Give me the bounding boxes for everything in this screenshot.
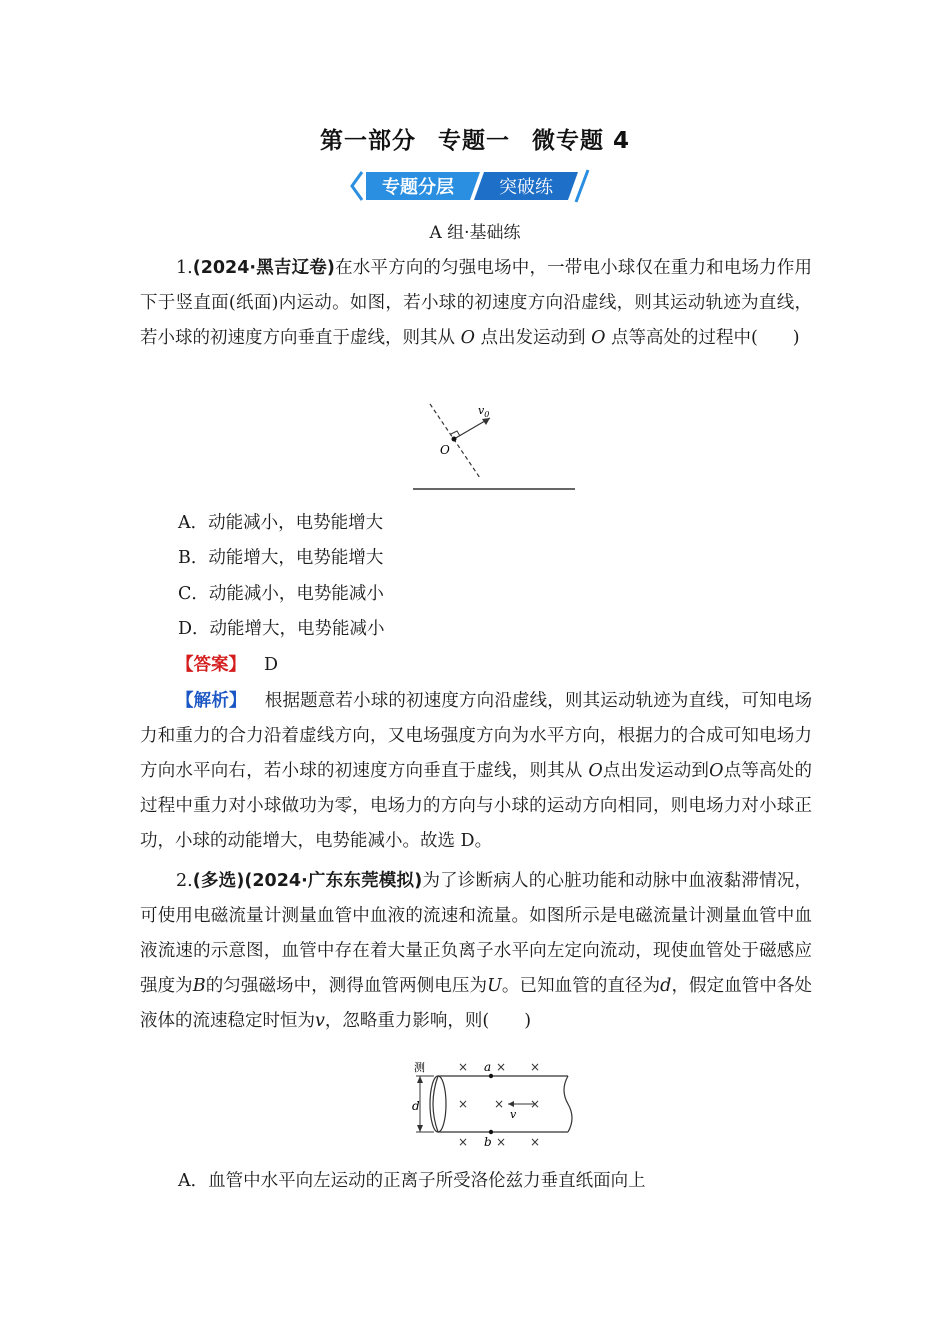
q1-stem-a: 在水平方向的匀强电场中，一带电小球仅在重力和电场力作用下于竖直面(纸面)内运动。如图，若小球的初速度方向沿虚线，则其运动轨迹为直线，若小球的初速度方向垂直于虚线，则其从 bbox=[140, 258, 812, 348]
q2-label-a: a bbox=[484, 1060, 492, 1074]
explanation-tag: 【解析】 bbox=[176, 691, 247, 711]
group-title: A 组·基础练 bbox=[429, 223, 521, 243]
banner-slash-icon bbox=[576, 170, 588, 202]
q2-tag: (多选) bbox=[192, 871, 245, 891]
q2-vessel-left-end bbox=[433, 1076, 438, 1132]
q2-figure bbox=[408, 1056, 584, 1152]
q2-dim-arrow-top-icon bbox=[417, 1076, 423, 1083]
banner-right-text: 突破练 bbox=[499, 177, 553, 198]
q2-arrowhead-icon bbox=[508, 1101, 514, 1107]
q2-label-v: v bbox=[510, 1108, 517, 1121]
q2-cross: × bbox=[494, 1097, 505, 1111]
section-banner bbox=[348, 168, 608, 204]
question-2-stem bbox=[140, 864, 812, 1039]
q2-cross: × bbox=[530, 1060, 541, 1074]
q1-point-o bbox=[452, 437, 457, 442]
q2-stem-e: ，忽略重力影响，则( ) bbox=[324, 1011, 532, 1031]
q1-o-label-1: O bbox=[460, 328, 475, 348]
banner-left-chevron-icon bbox=[352, 172, 362, 200]
q1-label-v0: $v_0$ bbox=[478, 404, 490, 419]
q1-option-d: D．动能增大，电势能减小 bbox=[178, 619, 385, 639]
q1-option-b: B．动能增大，电势能增大 bbox=[178, 548, 384, 568]
q1-option-a: A．动能减小，电势能增大 bbox=[178, 513, 384, 533]
q2-number: 2. bbox=[176, 871, 193, 891]
q2-stem-d: ，假定血管中各处液体的流速稳定时恒为 bbox=[140, 976, 813, 1031]
q2-cross: × bbox=[496, 1135, 507, 1149]
explanation-o-2: O bbox=[709, 761, 724, 781]
q2-var-v: v bbox=[315, 1011, 325, 1031]
page-title bbox=[0, 122, 950, 155]
q2-label-ce: 测 bbox=[414, 1061, 425, 1074]
q2-var-d: d bbox=[660, 976, 672, 996]
title-micro: 微专题 4 bbox=[531, 128, 630, 154]
q2-var-b: B bbox=[192, 976, 206, 996]
q1-stem-b: 点出发运动到 bbox=[474, 328, 592, 348]
q1-o-label-2: O bbox=[591, 328, 606, 348]
explanation-c: 点等高处的过程中重力对小球做功为零，电场力的方向与小球的运动方向相同，则电场力对小球正功，小球的动能增大，电势能减小。故选 D。 bbox=[140, 761, 812, 851]
q1-answer bbox=[176, 648, 278, 683]
q2-cross: × bbox=[530, 1135, 541, 1149]
q2-cross: × bbox=[458, 1135, 469, 1149]
q2-stem-c: 。已知血管的直径为 bbox=[501, 976, 661, 996]
q2-point-a bbox=[489, 1074, 493, 1078]
q2-stem-b: 的匀强磁场中，测得血管两侧电压为 bbox=[205, 976, 488, 996]
answer-tag: 【答案】 bbox=[176, 655, 246, 675]
q2-cross: × bbox=[458, 1060, 469, 1074]
q2-vessel-right-end bbox=[564, 1076, 572, 1132]
q1-label-o: O bbox=[440, 443, 450, 457]
explanation-b: 点出发运动到 bbox=[602, 761, 710, 781]
q1-number: 1. bbox=[176, 258, 193, 278]
q2-point-b bbox=[489, 1130, 493, 1134]
title-topic: 专题一 bbox=[437, 128, 510, 154]
q1-stem-c: 点等高处的过程中( ) bbox=[605, 328, 800, 348]
q2-cross: × bbox=[530, 1097, 541, 1111]
q2-option-a: A．血管中水平向左运动的正离子所受洛伦兹力垂直纸面向上 bbox=[178, 1171, 646, 1191]
q1-option-c: C．动能减小，电势能减小 bbox=[178, 584, 384, 604]
q2-dim-arrow-bottom-icon bbox=[417, 1125, 423, 1132]
q2-label-b: b bbox=[484, 1135, 492, 1149]
answer-value: D bbox=[264, 655, 279, 675]
title-part: 第一部分 bbox=[319, 128, 416, 154]
q2-stem-a: 为了诊断病人的心脏功能和动脉中血液黏滞情况，可使用电磁流量计测量血管中血液的流速和流量。如图所示是电磁流量计测量血管中血液流速的示意图，血管中存在着大量正负离子水平向左定向流动，现使血管处于磁感应强度为 bbox=[140, 871, 813, 996]
q2-source: (2024·广东东莞模拟) bbox=[244, 871, 423, 891]
q1-right-angle-mark bbox=[451, 431, 460, 436]
banner-left-text: 专题分层 bbox=[382, 177, 454, 198]
q2-var-u: U bbox=[487, 976, 502, 996]
question-1-stem bbox=[140, 251, 812, 356]
q1-figure bbox=[400, 398, 580, 492]
q1-explanation bbox=[140, 684, 812, 859]
q2-label-d: d bbox=[412, 1099, 420, 1113]
explanation-o-1: O bbox=[588, 761, 603, 781]
explanation-a: 根据题意若小球的初速度方向沿虚线，则其运动轨迹为直线，可知电场力和重力的合力沿着虚线方向，又电场强度方向为水平方向，根据力的合成可知电场力方向水平向右，若小球的初速度方向垂直于虚线，则其从 bbox=[140, 691, 813, 781]
q2-cross: × bbox=[458, 1097, 469, 1111]
q2-cross: × bbox=[496, 1060, 507, 1074]
q1-source: (2024·黑吉辽卷) bbox=[192, 258, 335, 278]
